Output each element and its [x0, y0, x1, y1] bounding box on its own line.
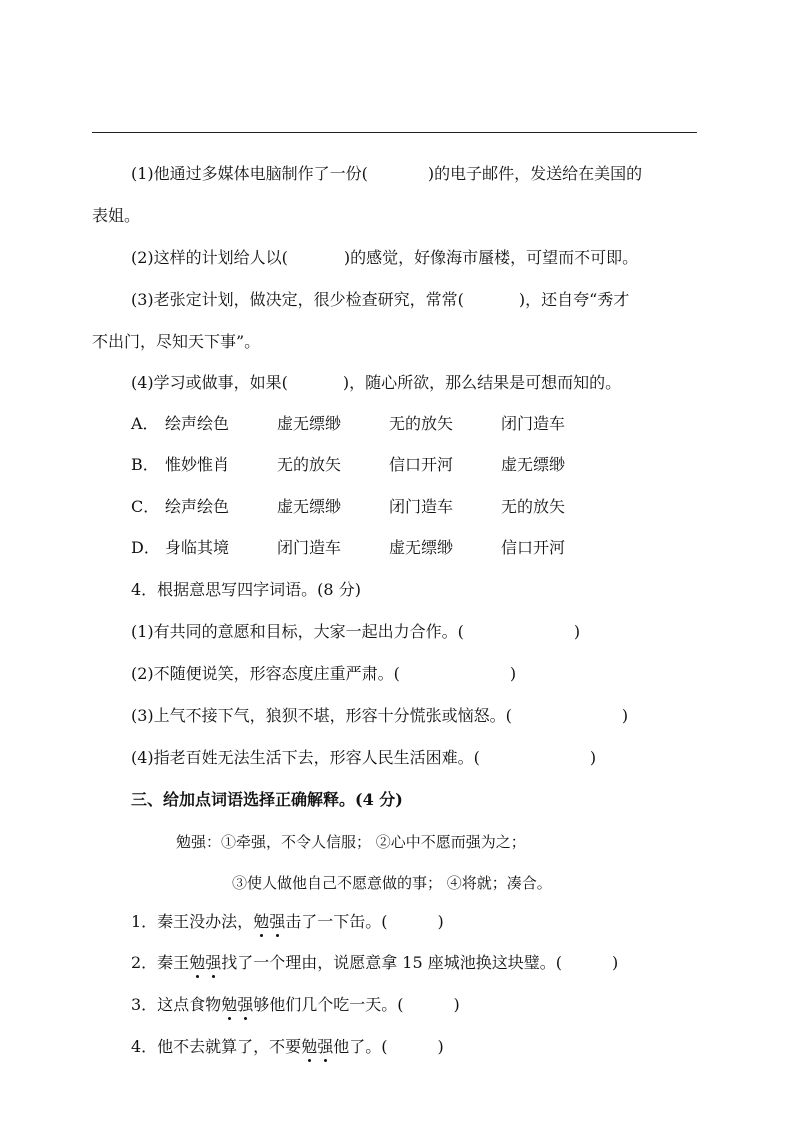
- s3-item-4: 4．他不去就算了，不要勉强他了。( ): [131, 1037, 444, 1056]
- header-rule: [92, 132, 697, 133]
- dotted-char: 强: [205, 953, 222, 972]
- s3-item-1: 1．秦王没办法，勉强击了一下缶。( ): [131, 912, 444, 931]
- q3-item-1-cont: 表姐。: [92, 206, 141, 225]
- section3-title: 三、给加点词语选择正确解释。(4 分): [131, 790, 403, 809]
- q4-item-4: (4)指老百姓无法生活下去，形容人民生活困难。( ): [131, 748, 597, 767]
- q3-item-4: (4)学习或做事，如果( )，随心所欲，那么结果是可想而知的。: [131, 373, 622, 392]
- q3-item-3: (3)老张定计划，做决定，很少检查研究，常常( )，还自夸“秀才: [131, 290, 630, 309]
- q3-item-3-cont: 不出门，尽知天下事”。: [92, 332, 261, 351]
- option-b[interactable]: B． 惟妙惟肖 无的放矢 信口开河 虚无缥缈: [131, 455, 566, 474]
- dotted-char: 勉: [189, 953, 206, 972]
- dotted-char: 强: [317, 1037, 334, 1056]
- q4-title: 4．根据意思写四字词语。(8 分): [131, 580, 361, 599]
- q4-item-1: (1)有共同的意愿和目标，大家一起出力合作。( ): [131, 622, 581, 641]
- q4-item-3: (3)上气不接下气，狼狈不堪，形容十分慌张或恼怒。( ): [131, 706, 629, 725]
- dotted-char: 强: [237, 995, 254, 1014]
- option-c[interactable]: C． 绘声绘色 虚无缥缈 闭门造车 无的放矢: [131, 497, 566, 516]
- option-d[interactable]: D． 身临其境 闭门造车 虚无缥缈 信口开河: [131, 538, 566, 557]
- s3-item-2: 2．秦王勉强找了一个理由，说愿意拿 15 座城池换这块璧。( ): [131, 953, 619, 972]
- s3-item-3: 3．这点食物勉强够他们几个吃一天。( ): [131, 995, 460, 1014]
- dotted-char: 强: [269, 912, 286, 931]
- dotted-char: 勉: [253, 912, 270, 931]
- q3-item-2: (2)这样的计划给人以( )的感觉，好像海市蜃楼，可望而不可即。: [131, 248, 639, 267]
- q4-item-2: (2)不随便说笑，形容态度庄重严肃。( ): [131, 664, 517, 683]
- q3-item-1: (1)他通过多媒体电脑制作了一份( )的电子邮件，发送给在美国的: [131, 164, 643, 183]
- dotted-char: 勉: [221, 995, 238, 1014]
- dotted-char: 勉: [301, 1037, 318, 1056]
- definition-line-1: 勉强：①牵强，不令人信服； ②心中不愿而强为之；: [176, 833, 526, 851]
- option-a[interactable]: A． 绘声绘色 虚无缥缈 无的放矢 闭门造车: [131, 414, 566, 433]
- definition-line-2: ③使人做他自己不愿意做的事； ④将就；凑合。: [232, 874, 552, 892]
